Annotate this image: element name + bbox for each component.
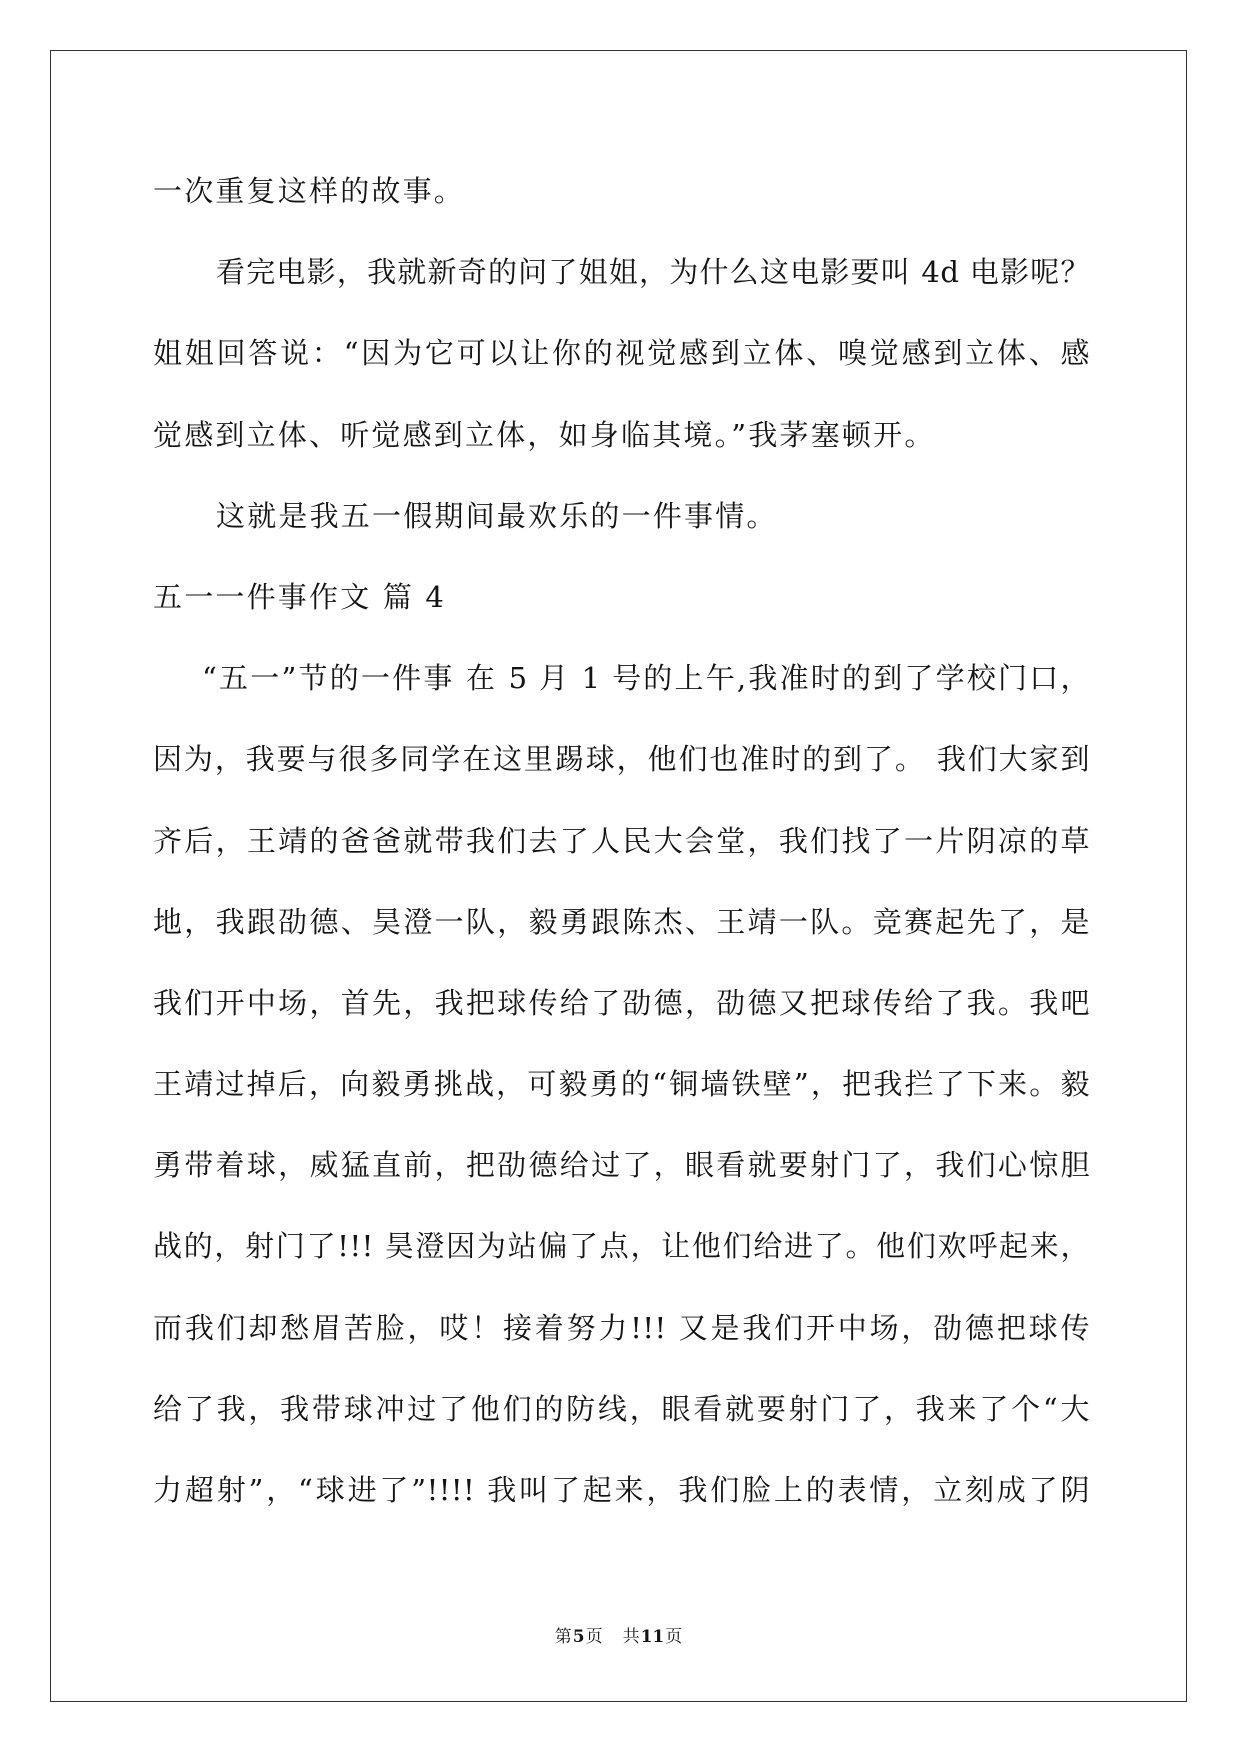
text-line: “五一”节的一件事 在 5 月 1 号的上午,我准时的到了学校门口， [202, 661, 1090, 696]
section-heading: 五一一件事作文 篇 4 [153, 579, 447, 614]
total-suffix: 页 [665, 1627, 683, 1647]
text-line: 给了我，我带球冲过了他们的防线，眼看就要射门了，我来了个“大 [153, 1391, 1090, 1426]
text-line: 王靖过掉后，向毅勇挑战，可毅勇的“铜墙铁壁”，把我拦了下来。毅 [153, 1067, 1090, 1102]
text-line: 勇带着球，威猛直前，把劭德给过了，眼看就要射门了，我们心惊胆 [153, 1148, 1090, 1183]
document-body [153, 151, 1090, 1531]
text-line: 齐后，王靖的爸爸就带我们去了人民大会堂，我们找了一片阴凉的草 [153, 823, 1090, 858]
text-line: 地，我跟劭德、昊澄一队，毅勇跟陈杰、王靖一队。竞赛起先了，是 [153, 904, 1090, 939]
total-pages-label [623, 1627, 683, 1647]
paragraph-summary [153, 476, 1090, 557]
current-page-label [555, 1627, 603, 1647]
text-line: 看完电影，我就新奇的问了姐姐，为什么这电影要叫 4d 电影呢？ [216, 255, 1090, 290]
text-line: 我们开中场，首先，我把球传给了劭德，劭德又把球传给了我。我吧 [153, 985, 1090, 1020]
text-line: 这就是我五一假期间最欢乐的一件事情。 [216, 498, 778, 533]
paragraph-movie [153, 232, 1090, 476]
text-line: 因为，我要与很多同学在这里踢球，他们也准时的到了。 我们大家到 [153, 742, 1090, 777]
page-suffix: 页 [585, 1627, 603, 1647]
page-number: 5 [572, 1627, 585, 1647]
paragraph-football [153, 638, 1090, 1531]
page-prefix: 第 [554, 1627, 572, 1647]
total-prefix: 共 [622, 1627, 640, 1647]
text-line: 姐姐回答说：“因为它可以让你的视觉感到立体、嗅觉感到立体、感 [153, 336, 1090, 371]
paragraph-continued [153, 151, 1090, 232]
text-line: 一次重复这样的故事。 [153, 174, 466, 208]
total-pages: 11 [640, 1627, 665, 1647]
text-line: 而我们却愁眉苦脸，哎！接着努力!!! 又是我们开中场，劭德把球传 [153, 1310, 1090, 1345]
text-line: 觉感到立体、听觉感到立体，如身临其境。”我茅塞顿开。 [153, 417, 936, 452]
text-line: 力超射”，“球进了”!!!! 我叫了起来，我们脸上的表情，立刻成了阴 [153, 1473, 1090, 1507]
page-footer [50, 1626, 1187, 1648]
text-line: 战的，射门了!!! 昊澄因为站偏了点，让他们给进了。他们欢呼起来， [153, 1229, 1090, 1264]
